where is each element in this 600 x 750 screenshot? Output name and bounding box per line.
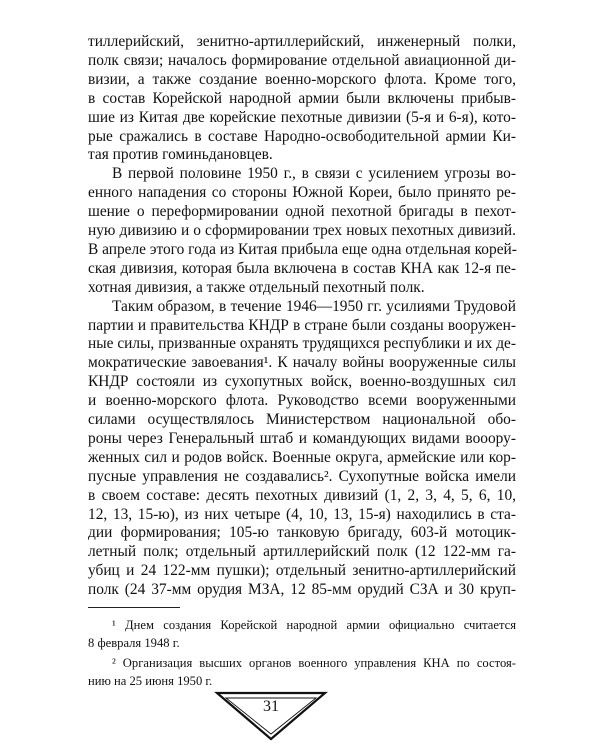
body-line: ную дивизию и о сформировании трех новых пехотных дивизий. xyxy=(88,222,516,239)
body-line: рые сражались в составе Народно-освободительной армии Ки- xyxy=(88,127,516,145)
body-line: и военно-морского флота. Руководство всеми вооруженными xyxy=(88,392,516,410)
body-line: пусные управления не создавались². Сухопутные войска имели xyxy=(88,467,516,485)
body-line: летный полк; отдельный артиллерийский полк (12 122-мм га- xyxy=(88,543,516,561)
body-line: визии, а также создание военно-морского флота. Кроме того, xyxy=(88,70,516,88)
body-line: 12, 13, 15-ю), из них четыре (4, 10, 13, 15-я) находились в ста- xyxy=(88,505,516,523)
body-line: тая против гоминьдановцев. xyxy=(88,146,273,164)
body-line: дии формирования; 105-ю танковую бригаду, 603-й мотоцик- xyxy=(88,524,516,542)
page-number: 31 xyxy=(263,698,279,715)
footnote-line: 8 февраля 1948 г. xyxy=(88,636,180,650)
body-line: силами осуществлялось Министерством национальной обо- xyxy=(88,411,516,428)
footnote-separator xyxy=(88,607,180,608)
body-line: партии и правительства КНДР в стране были созданы вооружен- xyxy=(88,316,516,334)
footnote-line: нию на 25 июня 1950 г. xyxy=(88,674,213,688)
body-line: роны через Генеральный штаб и командующих видами вооору- xyxy=(88,429,516,447)
body-line: шие из Китая две корейские пехотные дивизии (5-я и 6-я), кото- xyxy=(88,108,516,126)
page-number-badge xyxy=(214,690,328,742)
body-line: полк связи; началось формирование отдельной авиационной ди- xyxy=(88,51,516,69)
paragraph-first-line: В первой половине 1950 г., в связи с усилением угрозы во- xyxy=(112,165,516,183)
body-line: ская дивизия, которая была включена в состав КНА как 12-я пе- xyxy=(88,259,516,277)
body-line: убиц и 24 122-мм пушки); отдельный зенитно-артиллерийский xyxy=(88,562,516,580)
body-line: ные силы, призванные охранять трудящихся республики и их де- xyxy=(88,335,516,353)
footnote-line: ¹ Днем создания Корейской народной армии официально считается xyxy=(112,618,516,632)
body-line: полк (24 37-мм орудия МЗА, 12 85-мм орудий СЗА и 30 круп- xyxy=(88,581,516,599)
footnote-line: ² Организация высших органов военного управления КНА по состоя- xyxy=(112,656,516,670)
body-line: тиллерийский, зенитно-артиллерийский, инженерный полки, xyxy=(88,33,516,50)
body-line: енного нападения со стороны Южной Кореи, было принято ре- xyxy=(88,184,516,202)
body-line: хотная дивизия, а также отдельный пехотный полк. xyxy=(88,278,425,296)
body-line: в своем составе: десять пехотных дивизий (1, 2, 3, 4, 5, 6, 10, xyxy=(88,486,516,504)
body-line: В апреле этого года из Китая прибыла еще одна отдельная корей- xyxy=(88,240,517,258)
body-line: шение о переформировании одной пехотной бригады в пехот- xyxy=(88,203,516,221)
body-line: КНДР состояли из сухопутных войск, военно-воздушных сил xyxy=(88,373,516,391)
body-line: мократические завоевания¹. К началу войны вооруженные силы xyxy=(88,354,516,372)
paragraph-first-line: Таким образом, в течение 1946—1950 гг. усилиями Трудовой xyxy=(112,297,516,315)
body-line: женных сил и родов войск. Военные округа, армейские или кор- xyxy=(88,448,516,466)
body-line: в состав Корейской народной армии были включены прибыв- xyxy=(88,89,516,107)
